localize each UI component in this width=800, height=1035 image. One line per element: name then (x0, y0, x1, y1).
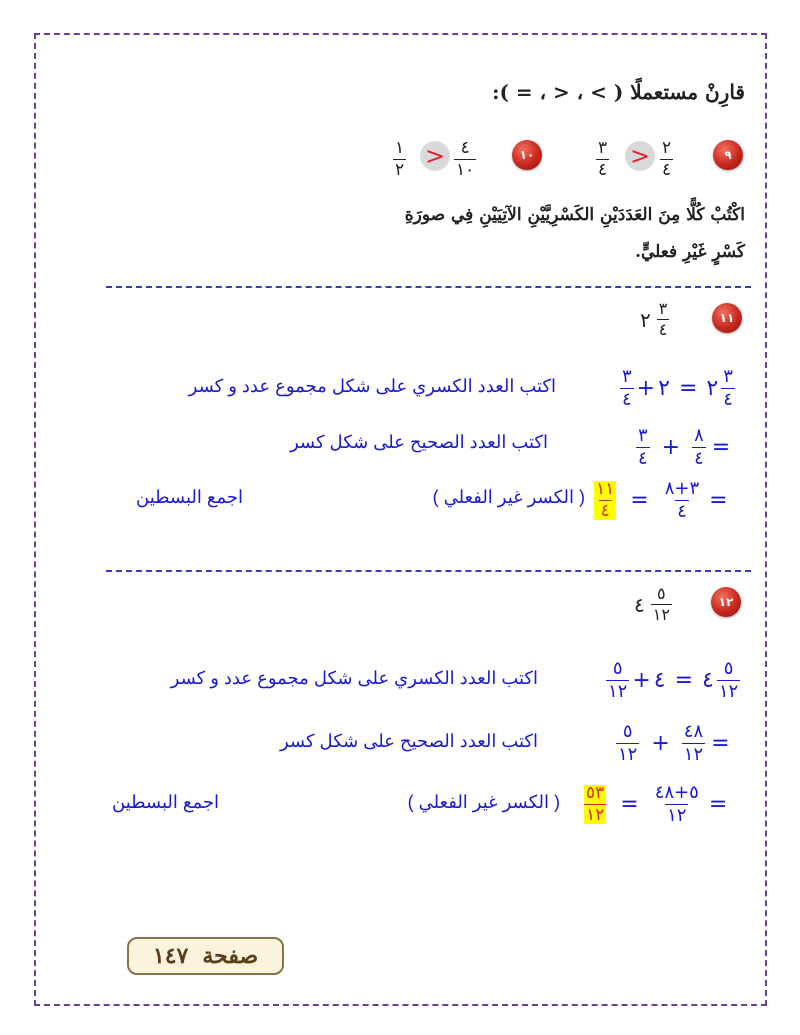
q12-step3-label-sum: اجمع البسطين (112, 792, 219, 812)
q11-step3-label-paren: ( الكسر غير الفعلي ) (432, 487, 585, 507)
q11-step3-label-sum: اجمع البسطين (136, 487, 243, 507)
q12-step1-label: اكتب العدد الكسري على شكل مجموع عدد و كسر (170, 668, 538, 688)
separator-1 (106, 286, 751, 288)
q10-compare-sign: > (424, 142, 446, 170)
q9-right-fraction: $\frac{٢}{٤}$ (662, 138, 672, 180)
q11-step1-label: اكتب العدد الكسري على شكل مجموع عدد و كسر (188, 376, 556, 396)
q11-mixed-number: ٢ $\frac{٣}{٤}$ (640, 299, 668, 339)
q11-step1-equation: $\frac{٣}{٤}$ + ٢ = ٢ $\frac{٣}{٤}$ (622, 366, 733, 410)
task-line-2: كَسْرٍ غَيْرِ فعليٍّ. (635, 242, 745, 262)
q12-step3-label-paren: ( الكسر غير الفعلي ) (407, 792, 560, 812)
task-line-1: اكْتُبْ كُلًّا مِنَ العَدَدَيْنِ الكَسْرِيَّيْنِ الآتِيَيْنِ فِي صورَةِ (404, 205, 745, 225)
q9-compare-sign: > (629, 142, 651, 170)
q11-step3-equation: $\frac{١١}{٤}$ = $\frac{٣+٨}{٤}$ = (596, 478, 728, 522)
q10-left-fraction: $\frac{١}{٢}$ (395, 138, 405, 180)
q11-step2-equation: $\frac{٣}{٤}$ + $\frac{٨}{٤}$ = (638, 425, 731, 469)
question-badge-10: ١٠ (512, 140, 542, 170)
q12-step2-label: اكتب العدد الصحيح على شكل كسر (280, 731, 538, 751)
q11-step2-label: اكتب العدد الصحيح على شكل كسر (290, 432, 548, 452)
q10-right-fraction: $\frac{٤}{١٠}$ (456, 138, 475, 180)
separator-2 (106, 570, 751, 572)
q12-step3-equation: $\frac{٥٣}{١٢}$ = $\frac{٥+٤٨}{١٢}$ = (586, 782, 728, 826)
q9-left-fraction: $\frac{٣}{٤}$ (598, 138, 608, 180)
question-badge-12: ١٢ (711, 587, 741, 617)
q12-step2-equation: $\frac{٥}{١٢}$ + $\frac{٤٨}{١٢}$ = (618, 721, 730, 765)
page-number-box (127, 937, 284, 975)
q12-mixed-number: ٤ $\frac{٥}{١٢}$ (634, 584, 670, 624)
page-label: صفحة (202, 943, 259, 969)
question-badge-9: ٩ (713, 140, 743, 170)
q12-step1-equation: $\frac{٥}{١٢}$ + ٤ = ٤ $\frac{٥}{١٢}$ (608, 658, 739, 702)
question-badge-11: ١١ (712, 303, 742, 333)
compare-instruction: قارِنْ مستعملًا ( > ، < ، = ): (492, 80, 745, 104)
page-number: ١٤٧ (152, 943, 189, 969)
